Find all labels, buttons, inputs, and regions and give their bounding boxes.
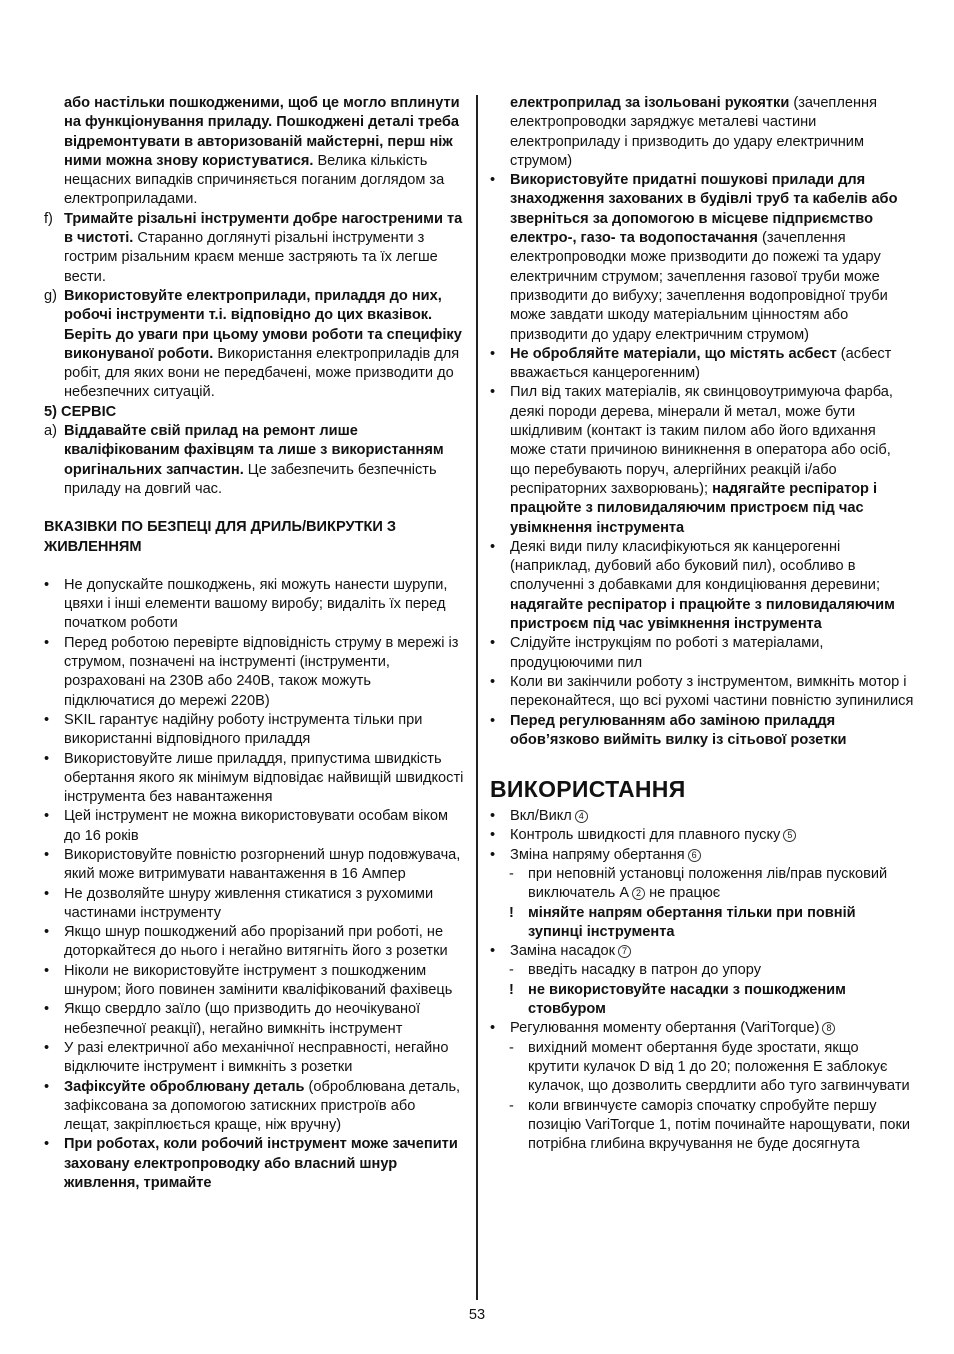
usage-direction-sub (490, 865, 914, 904)
usage-direction-sub-tail: не працює (645, 885, 721, 902)
bullet-item (44, 846, 464, 885)
continuation-paragraph (490, 94, 914, 171)
bullet-text: Використовуйте повністю розгорнений шнур подовжувача, який може витримувати навантаження в 16 Ампер (64, 846, 461, 883)
usage-direction-sub-text: при неповній установці положення лів/прав пусковий виключатель A (528, 865, 888, 902)
bullet-item (44, 576, 464, 634)
item-g-bold-text: Використовуйте електроприлади, приладдя до них, робочі інструменти т.і. відповідно до цих вказівок. Беріть до уваги при цьому умови роботи та специфіку виконуваної роботи. (64, 287, 462, 362)
item-a-bold-text: Віддавайте свій прилад на ремонт лише кваліфікованим фахівцям та лише з використанням оригінальних запчастин. (64, 423, 444, 478)
page-number: 53 (468, 1307, 486, 1323)
bullet-text: Перед роботою перевірте відповідність струму в мережі із струмом, позначені на інструменті (інструменти, розраховані на 230В або 240В, також можуть підключатися до мережі 220В) (64, 634, 459, 709)
bullet-marker: • (44, 711, 50, 728)
item-g (44, 287, 464, 403)
intro-paragraph (44, 94, 464, 210)
bullet-text: Ніколи не використовуйте інструмент з пошкодженим шнуром; його повинен замінити кваліфікований фахівець (64, 962, 453, 999)
bullet-marker: • (490, 384, 496, 401)
usage-direction-warning (490, 904, 914, 943)
usage-torque-label: Регулювання моменту обертання (VariTorque) (510, 1020, 820, 1037)
bullet-item (490, 171, 914, 345)
bullet-item (44, 1039, 464, 1078)
bullet-bold-text: При роботах, коли робочий інструмент може зачепити заховану електропроводку або власний шнур живлення, тримайте (64, 1136, 458, 1192)
continuation-bold-text: електроприлад за ізольовані рукоятки (510, 95, 790, 111)
bullet-text: Слідуйте інструкціям по роботі з матеріалами, продуцюючими пил (510, 635, 824, 671)
bullet-marker: • (44, 1039, 50, 1056)
item-a (44, 422, 464, 499)
bullet-marker: • (490, 712, 496, 729)
usage-bits-sub (490, 961, 914, 980)
bullet-marker: • (490, 846, 496, 863)
bullet-marker: • (490, 827, 496, 844)
item-f-bold-text: Тримайте різальні інструменти добре нагостреними та в чистоті. (64, 210, 463, 247)
bullet-marker: • (44, 1136, 50, 1153)
right-column (490, 94, 914, 1154)
bullet-marker: • (44, 962, 50, 979)
column-divider (476, 95, 478, 1300)
bullet-text: Коли ви закінчили роботу з інструментом, вимкніть мотор і переконайтеся, що всі рухомі частини повністю зупинилися (510, 673, 914, 710)
bullet-bold-text: Перед регулюванням або заміною приладдя обов’язково вийміть вилку із сітьової розетки (510, 712, 847, 748)
item-g-text: Використання електроприладів для робіт, для яких вони не передбачені, може призводити до небезпечних ситуацій. (64, 345, 460, 401)
bullet-item (44, 807, 464, 846)
warning-marker: ! (509, 904, 514, 921)
bullet-text: У разі електричної або механічної несправності, негайно відключите інструмент і вимкніть з розетки (64, 1039, 449, 1076)
dash-marker: - (509, 1039, 514, 1056)
left-bullet-list (44, 576, 464, 1194)
warning-marker: ! (509, 981, 514, 998)
figure-ref-badge: 2 (632, 887, 645, 900)
usage-torque-sub-2-text: коли вгвинчуєте саморіз спочатку спробуйте першу позицію VariTorque 1, потім починайте нарощувати, поки потрібна глибина вкручування не буде досягнута (528, 1097, 911, 1153)
figure-ref-badge: 5 (783, 829, 796, 842)
bullet-item (490, 538, 914, 634)
continuation-text: (зачеплення електропроводки заряджує металеві частини електроприладу і призводить до удару електричним струмом) (510, 95, 877, 169)
usage-item-torque (490, 1019, 914, 1038)
bullet-marker: • (490, 673, 496, 690)
bullet-item (44, 634, 464, 711)
bullet-marker: • (44, 576, 50, 593)
bullet-marker: • (44, 1078, 50, 1095)
usage-item-bits (490, 942, 914, 961)
bullet-bold-text: Не обробляйте матеріали, що містять асбест (510, 345, 837, 362)
bullet-item (44, 1078, 464, 1136)
bullet-item (490, 673, 914, 712)
item-a-text: Це забезпечить безпечність приладу на довгий час. (64, 461, 437, 497)
left-column (44, 94, 464, 1193)
usage-direction-warning-text: міняйте напрям обертання тільки при повній зупинці інструмента (528, 904, 856, 940)
bullet-marker: • (44, 808, 50, 825)
bullet-item (44, 1000, 464, 1039)
bullet-text: Пил від таких матеріалів, як свинцовоутримуюча фарба, деякі породи дерева, мінерали й метал, може бути шкідливим (контакт із таким пилом або його вдихання може стати причиною виникнення в оператора або осіб, що перебувають поруч, алергійних реакцій і/або респіраторних захворювань); (510, 384, 893, 497)
bullet-marker: • (490, 1020, 496, 1037)
safety-heading: ВКАЗІВКИ ПО БЕЗПЕЦІ ДЛЯ ДРИЛЬ/ВИКРУТКИ З ЖИВЛЕННЯМ (44, 519, 397, 555)
bullet-text: Використовуйте лише приладдя, припустима швидкість обертання якого як мінімум відповідає найвищій швидкості інструмента без навантаження (64, 750, 464, 806)
right-bullet-list (490, 171, 914, 750)
usage-torque-sub-2 (490, 1097, 914, 1155)
bullet-bold-tail: надягайте респіратор і працюйте з пиловидаляючим пристроєм під час увімкнення інструмента (510, 596, 895, 633)
bullet-marker: • (44, 924, 50, 941)
bullet-text: (асбест вважається канцерогенним) (510, 345, 892, 382)
intro-bold-text: або настільки пошкодженими, щоб це могло вплинути на функціонування приладу. Пошкоджені деталі треба відремонтувати в авторизованій майстерні, перш ніж ними можна знову користуватися. (64, 95, 460, 169)
item-f (44, 210, 464, 287)
usage-item-speed (490, 826, 914, 845)
bullet-text: SKIL гарантує надійну роботу інструмента тільки при використанні відповідного приладдя (64, 711, 423, 748)
usage-torque-sub-1-text: вихідний момент обертання буде зростати, якщо крутити кулачок D від 1 до 20; положення E заблокує кулачок, що дозволить свердлити або туго загвинчувати (528, 1039, 910, 1095)
bullet-marker: • (44, 1001, 50, 1018)
item-f-text: Старанно доглянуті різальні інструменти з гострим різальним краєм менше застряють та їх легше вести. (64, 230, 438, 285)
service-heading: 5) СЕРВІС (44, 403, 117, 420)
bullet-item (44, 962, 464, 1001)
intro-text: Велика кількість нещасних випадків спричиняється поганим доглядом за електроприладами. (64, 152, 445, 208)
figure-ref-badge: 4 (575, 810, 588, 823)
figure-ref-badge: 7 (618, 945, 631, 958)
dash-marker: - (509, 1097, 514, 1114)
bullet-bold-text: Зафіксуйте оброблювану деталь (64, 1078, 305, 1095)
bullet-item (490, 383, 914, 537)
bullet-text: (оброблювана деталь, зафіксована за допомогою затискних пристроїв або лещат, закріплюється краще, ніж вручну) (64, 1078, 461, 1134)
bullet-marker: • (490, 538, 496, 555)
bullet-item (44, 1135, 464, 1193)
usage-direction-label: Зміна напряму обертання (510, 846, 685, 863)
bullet-item (44, 923, 464, 962)
usage-item-direction (490, 846, 914, 865)
bullet-marker: • (490, 943, 496, 960)
bullet-item (44, 885, 464, 924)
usage-speed-label: Контроль швидкості для плавного пуску (510, 827, 781, 844)
bullet-text: Не допускайте пошкоджень, які можуть нанести шурупи, цвяхи і інші елементи вашому виробу; видаліть їх перед початком роботи (64, 576, 448, 632)
bullet-marker: • (490, 635, 496, 652)
usage-bits-warning (490, 981, 914, 1020)
section-title: ВИКОРИСТАННЯ (490, 776, 686, 803)
usage-bits-label: Заміна насадок (510, 943, 616, 960)
bullet-bold-text: Використовуйте придатні пошукові прилади для знаходження захованих в будівлі труб та кабелів або зверніться за допомогою в місцеве підприємство електро-, газо- та водопостачання (510, 172, 898, 247)
bullet-item (490, 712, 914, 751)
item-f-marker: f) (44, 210, 53, 227)
usage-bits-sub-text: введіть насадку в патрон до упору (528, 962, 762, 979)
bullet-item (44, 711, 464, 750)
figure-ref-badge: 8 (822, 1022, 835, 1035)
dash-marker: - (509, 865, 514, 882)
bullet-marker: • (44, 846, 50, 863)
bullet-item (490, 634, 914, 673)
bullet-text: Якщо свердло заїло (що призводить до неочікуваної небезпечної реакції), негайно вимкніть інструмент (64, 1001, 421, 1037)
bullet-text: Не дозволяйте шнуру живлення стикатися з рухомими частинами інструменту (64, 885, 434, 921)
bullet-text: Цей інструмент не можна використовувати особам віком до 16 років (64, 808, 449, 844)
bullet-marker: • (44, 750, 50, 767)
bullet-marker: • (490, 808, 496, 825)
bullet-item (44, 750, 464, 808)
usage-item-on-off (490, 807, 914, 826)
dash-marker: - (509, 962, 514, 979)
bullet-marker: • (490, 345, 496, 362)
item-g-marker: g) (44, 287, 57, 304)
bullet-marker: • (44, 634, 50, 651)
bullet-text: Деякі види пилу класифікуються як канцерогенні (наприклад, дубовий або буковий пил), особливо в сполученні з добавками для кондиціювання деревини; (510, 538, 881, 594)
usage-bits-warning-text: не використовуйте насадки з пошкодженим стовбуром (528, 981, 846, 1018)
bullet-bold-tail: надягайте респіратор і працюйте з пиловидаляючим пристроєм під час увімкнення інструмента (510, 480, 878, 536)
figure-ref-badge: 6 (688, 849, 701, 862)
bullet-text: Якщо шнур пошкоджений або прорізаний при роботі, не доторкайтеся до нього і негайно витягніть його з розетки (64, 924, 448, 960)
bullet-item (490, 345, 914, 384)
bullet-marker: • (44, 885, 50, 902)
bullet-text: (зачеплення електропроводки може призводити до пожежі та удару електричним струмом; зачеплення газової труби може призводити до вибуху; зачеплення водопровідної труби може завдати шкоду матеріальним цінностям або призводити до удару електричним струмом) (510, 230, 888, 343)
item-a-marker: a) (44, 423, 57, 440)
bullet-marker: • (490, 172, 496, 189)
usage-torque-sub-1 (490, 1039, 914, 1097)
usage-on-off-label: Вкл/Викл (510, 808, 572, 825)
